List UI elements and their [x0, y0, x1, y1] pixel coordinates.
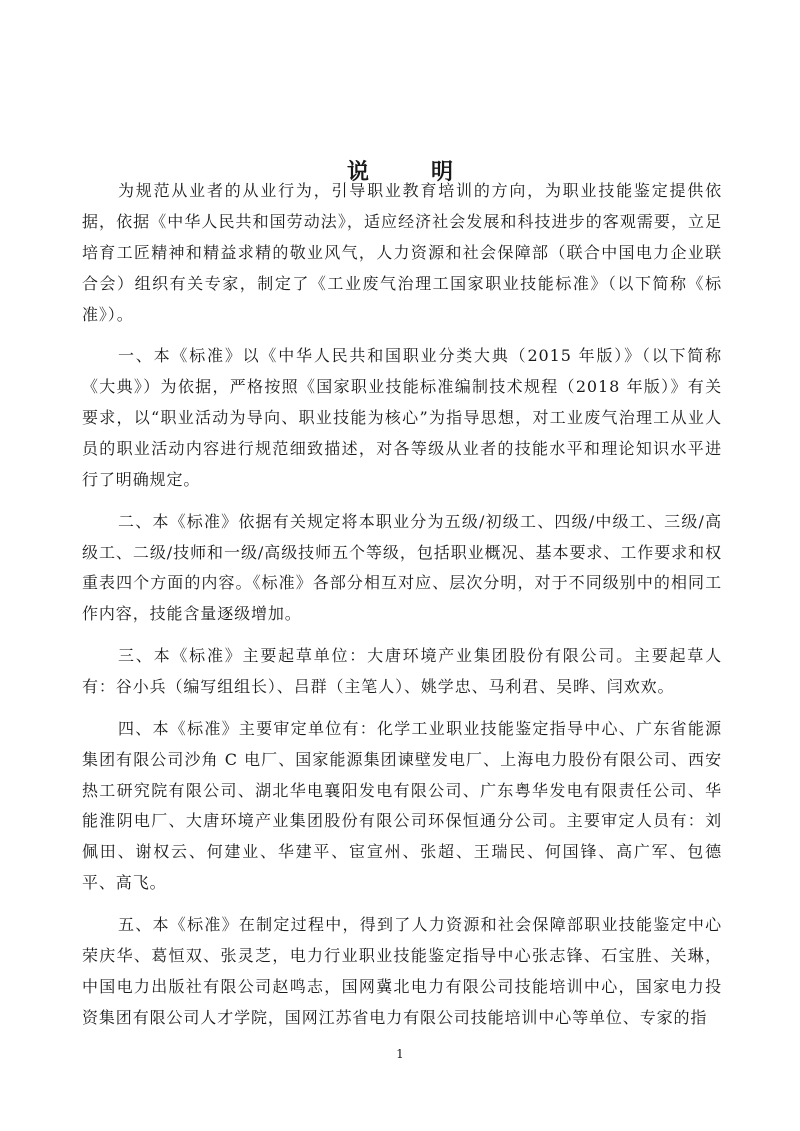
- paragraph-item-1: 一、本《标准》以《中华人民共和国职业分类大典（2015 年版）》（以下简称《大典》）为依据，严格按照《国家职业技能标准编制技术规程（2018 年版）》有关要求，以“职业活动为导向、职业技能为核心”为指导思想，对工业废气治理工从业人员的职业活动内容进行规范细致描述，对各等级从业者的技能水平和理论知识水平进行了明确规定。: [82, 346, 722, 489]
- page-number: 1: [396, 1047, 404, 1061]
- paragraph-item-4: 四、本《标准》主要审定单位有：化学工业职业技能鉴定指导中心、广东省能源集团有限公司沙角 C 电厂、国家能源集团谏壁发电厂、上海电力股份有限公司、西安热工研究院有限公司、湖北华电襄阳发电有限公司、广东粤华发电有限责任公司、华能淮阴电厂、大唐环境产业集团股份有限公司环保恒通分公司。主要审定人员有：刘佩田、谢权云、何建业、华建平、宦宣州、张超、王瑞民、何国锋、高广军、包德平、高飞。: [82, 718, 722, 893]
- document-body: [82, 176, 722, 1034]
- paragraph-item-3: 三、本《标准》主要起草单位：大唐环境产业集团股份有限公司。主要起草人有：谷小兵（编写组组长）、吕群（主笔人）、姚学忠、马利君、吴晔、闫欢欢。: [82, 646, 722, 696]
- paragraph-item-5: 五、本《标准》在制定过程中，得到了人力资源和社会保障部职业技能鉴定中心荣庆华、葛恒双、张灵芝，电力行业职业技能鉴定指导中心张志锋、石宝胜、关琳，中国电力出版社有限公司赵鸣志，国网冀北电力有限公司技能培训中心，国家电力投资集团有限公司人才学院，国网江苏省电力有限公司技能培训中心等单位、专家的指: [82, 914, 722, 1027]
- paragraph-item-2: 二、本《标准》依据有关规定将本职业分为五级/初级工、四级/中级工、三级/高级工、二级/技师和一级/高级技师五个等级，包括职业概况、基本要求、工作要求和权重表四个方面的内容。《标准》各部分相互对应、层次分明，对于不同级别中的相同工作内容，技能含量逐级增加。: [82, 511, 722, 624]
- paragraph-intro: 为规范从业者的从业行为，引导职业教育培训的方向，为职业技能鉴定提供依据，依据《中华人民共和国劳动法》，适应经济社会发展和科技进步的客观需要，立足培育工匠精神和精益求精的敬业风气，人力资源和社会保障部（联合中国电力企业联合会）组织有关专家，制定了《工业废气治理工国家职业技能标准》（以下简称《标准》）。: [82, 181, 722, 324]
- page-title: 说 明: [346, 158, 473, 185]
